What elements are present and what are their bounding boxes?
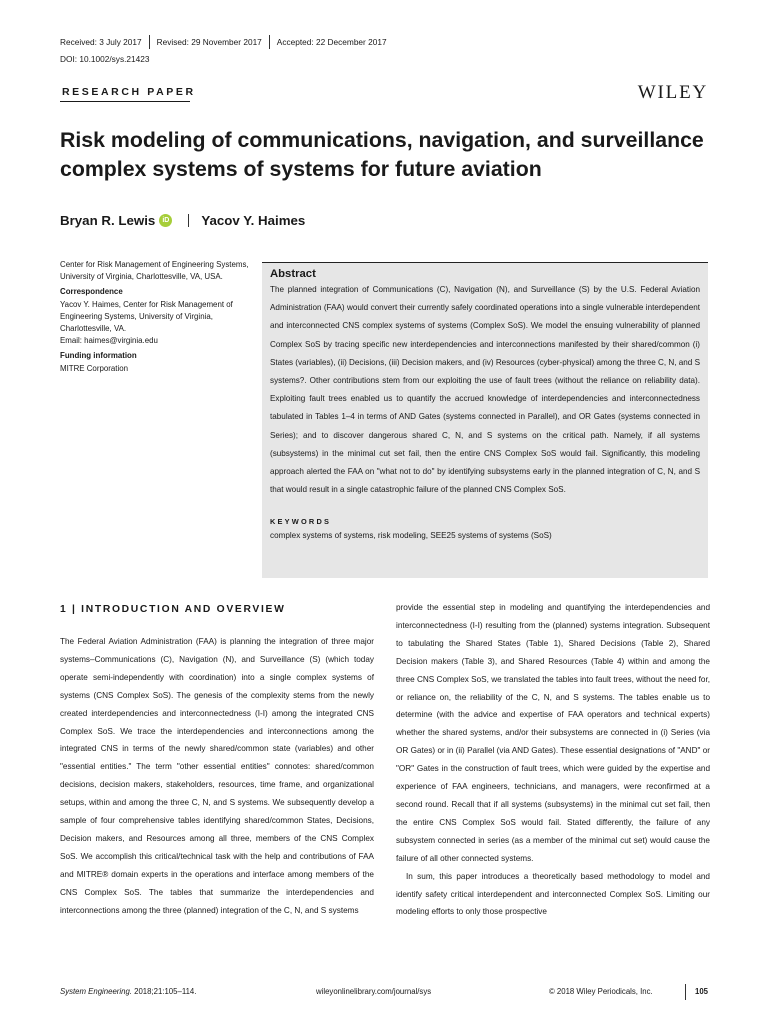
paper-title: Risk modeling of communications, navigation, and surveillance complex systems of systems for future aviation <box>60 128 704 181</box>
date-divider <box>269 35 270 49</box>
revised-date: Revised: 29 November 2017 <box>156 37 262 47</box>
journal-url[interactable]: wileyonlinelibrary.com/journal/sys <box>316 987 432 996</box>
funding-heading: Funding information <box>60 351 137 361</box>
page-number: 105 <box>694 987 708 996</box>
section-heading-introduction: 1 | INTRODUCTION AND OVERVIEW <box>60 604 286 615</box>
author-divider <box>188 214 189 227</box>
copyright-notice: © 2018 Wiley Periodicals, Inc. <box>549 987 653 996</box>
received-date: Received: 3 July 2017 <box>60 37 142 47</box>
correspondence-heading: Correspondence <box>60 287 123 297</box>
funding-text: MITRE Corporation <box>60 363 128 373</box>
author-lewis[interactable]: Bryan R. Lewis <box>60 213 156 228</box>
body-column-right <box>396 599 710 921</box>
abstract-heading: Abstract <box>270 268 316 280</box>
article-type-rule <box>60 101 190 102</box>
body-paragraph: provide the essential step in modeling and quantifying the interdependencies and interconnectedness (I-I) resulting from the (planned) systems integration. Subsequent to tabulating the Shared States (Table 1), Shared Decisions (Table 2), Shared Decision makers (Table 3), and Shared Resources (Table 4) within and among the three CNS Complex SoS, we translated the tables into fault trees, without the need for, or reliance on, the reliability of the C, N, and S systems. The tables enable us to determine (with the advice and expertise of FAA operators and technical experts) whether the shared systems, and/or their subsystems are connected in (i) Series (via OR Gates) or in (ii) Parallel (via AND Gates). These essential designations of "AND" or "OR" Gates in the construction of fault trees, which were guided by the expertise and experience of FAA engineers, technicians, and managers, were reconfirmed at a second round. Recall that if all systems (subsystems) in the minimal cut set fail, then the entire CNS Complex SoS would fail. Stated differently, the failure of any subsystem connected in series (as a member of the minimal cut set) would cause the failure of all other connected systems. <box>396 603 710 863</box>
article-type-label: RESEARCH PAPER <box>62 86 196 98</box>
submission-dates <box>60 35 387 49</box>
abstract-text: The planned integration of Communications (C), Navigation (N), and Surveillance (S) by the U.S. Federal Aviation Administration (FAA) would convert their currently safely coordinated operations into a single vulnerable interdependent and interconnected CNS complex systems of systems (Complex SoS). We model the ensuing vulnerability of planned Complex SoS by tracing specific new interdependencies and interconnections manifested by their shared/common (i) States (variables), (ii) Decisions, (iii) Decision makers, and (iv) Resources (cyber-physical) among the three C, N, and S systems?. Other contributions stem from our exploiting the use of fault trees (without the reliance on reliability data). Exploiting fault trees enabled us to quantify the accrued knowledge of interdependencies and interconnectedness tabulated in Tables 1–4 in terms of AND Gates (systems connected in Parallel), and OR Gates (systems connected in Series); and to discover dangerous shared C, N, and S systems on the critical path. Namely, if all systems (subsystems) in the minimal cut set fail, then the entire CNS Complex SoS would fail. Significantly, this modeling approach alerted the FAA on "what not to do" by identifying subsystems early in the planned integration of C, N, and S that would result in a single catastrophic failure of the planned CNS Complex SoS. <box>270 285 700 495</box>
body-column-left <box>60 633 374 920</box>
journal-citation <box>60 987 196 996</box>
correspondence-email[interactable]: Email: haimes@virginia.edu <box>60 336 158 346</box>
date-divider <box>149 35 150 49</box>
journal-name: System Engineering. <box>60 987 132 996</box>
wiley-logo: WILEY <box>637 82 708 103</box>
page-footer <box>60 986 708 1000</box>
author-info-sidebar <box>60 259 250 378</box>
keywords-text: complex systems of systems, risk modeling, SEE25 systems of systems (SoS) <box>270 531 552 541</box>
author-list <box>60 213 305 228</box>
keywords-heading: KEYWORDS <box>270 517 332 527</box>
citation-details: 2018;21:105–114. <box>131 987 197 996</box>
body-paragraph: In sum, this paper introduces a theoretically based methodology to model and identify safety critical interdependent and interconnected Complex SoS. Limiting our modeling efforts to only those prospective <box>396 871 710 917</box>
correspondence-text: Yacov Y. Haimes, Center for Risk Management of Engineering Systems, University of Virginia, Charlottesville, VA. <box>60 299 233 334</box>
doi-link[interactable]: DOI: 10.1002/sys.21423 <box>60 54 150 64</box>
author-haimes[interactable]: Yacov Y. Haimes <box>201 213 306 228</box>
footer-divider <box>685 984 686 1000</box>
accepted-date: Accepted: 22 December 2017 <box>276 37 387 47</box>
affiliation: Center for Risk Management of Engineering Systems, University of Virginia, Charlottesville, VA, USA. <box>60 260 249 282</box>
orcid-icon[interactable]: iD <box>159 214 172 227</box>
abstract-panel <box>262 262 708 578</box>
body-paragraph: The Federal Aviation Administration (FAA) is planning the integration of three major systems–Communications (C), Navigation (N), and Surveillance (S) (which today operate semi-independently with coordination) into a single complex systems of systems (CNS Complex SoS). The genesis of the complexity stems from the newly created interdependencies and interconnectedness (I-I) among the integrated CNS Complex SoS. We trace the interdependencies and interconnections among the integrated CNS in terms of the newly shared/common state (variables) and other "essential entities." The term "other essential entities" connotes: shared/common decisions, decision makers, stakeholders, resources, time frame, and organizational setups, within and among the three C, N, and S systems. We subsequently develop a sample of four comprehensive tables identifying shared/common States, Decisions, Decision makers, and Resources among all three, members of the CNS Complex SoS. We accomplish this critical/technical task with the help and contributions of FAA and MITRE® domain experts in the operations and interface among members of the CNS Complex SoS. The tables that summarize the interdependencies and interconnections among the three (planned) integration of the C, N, and S systems <box>60 637 374 915</box>
